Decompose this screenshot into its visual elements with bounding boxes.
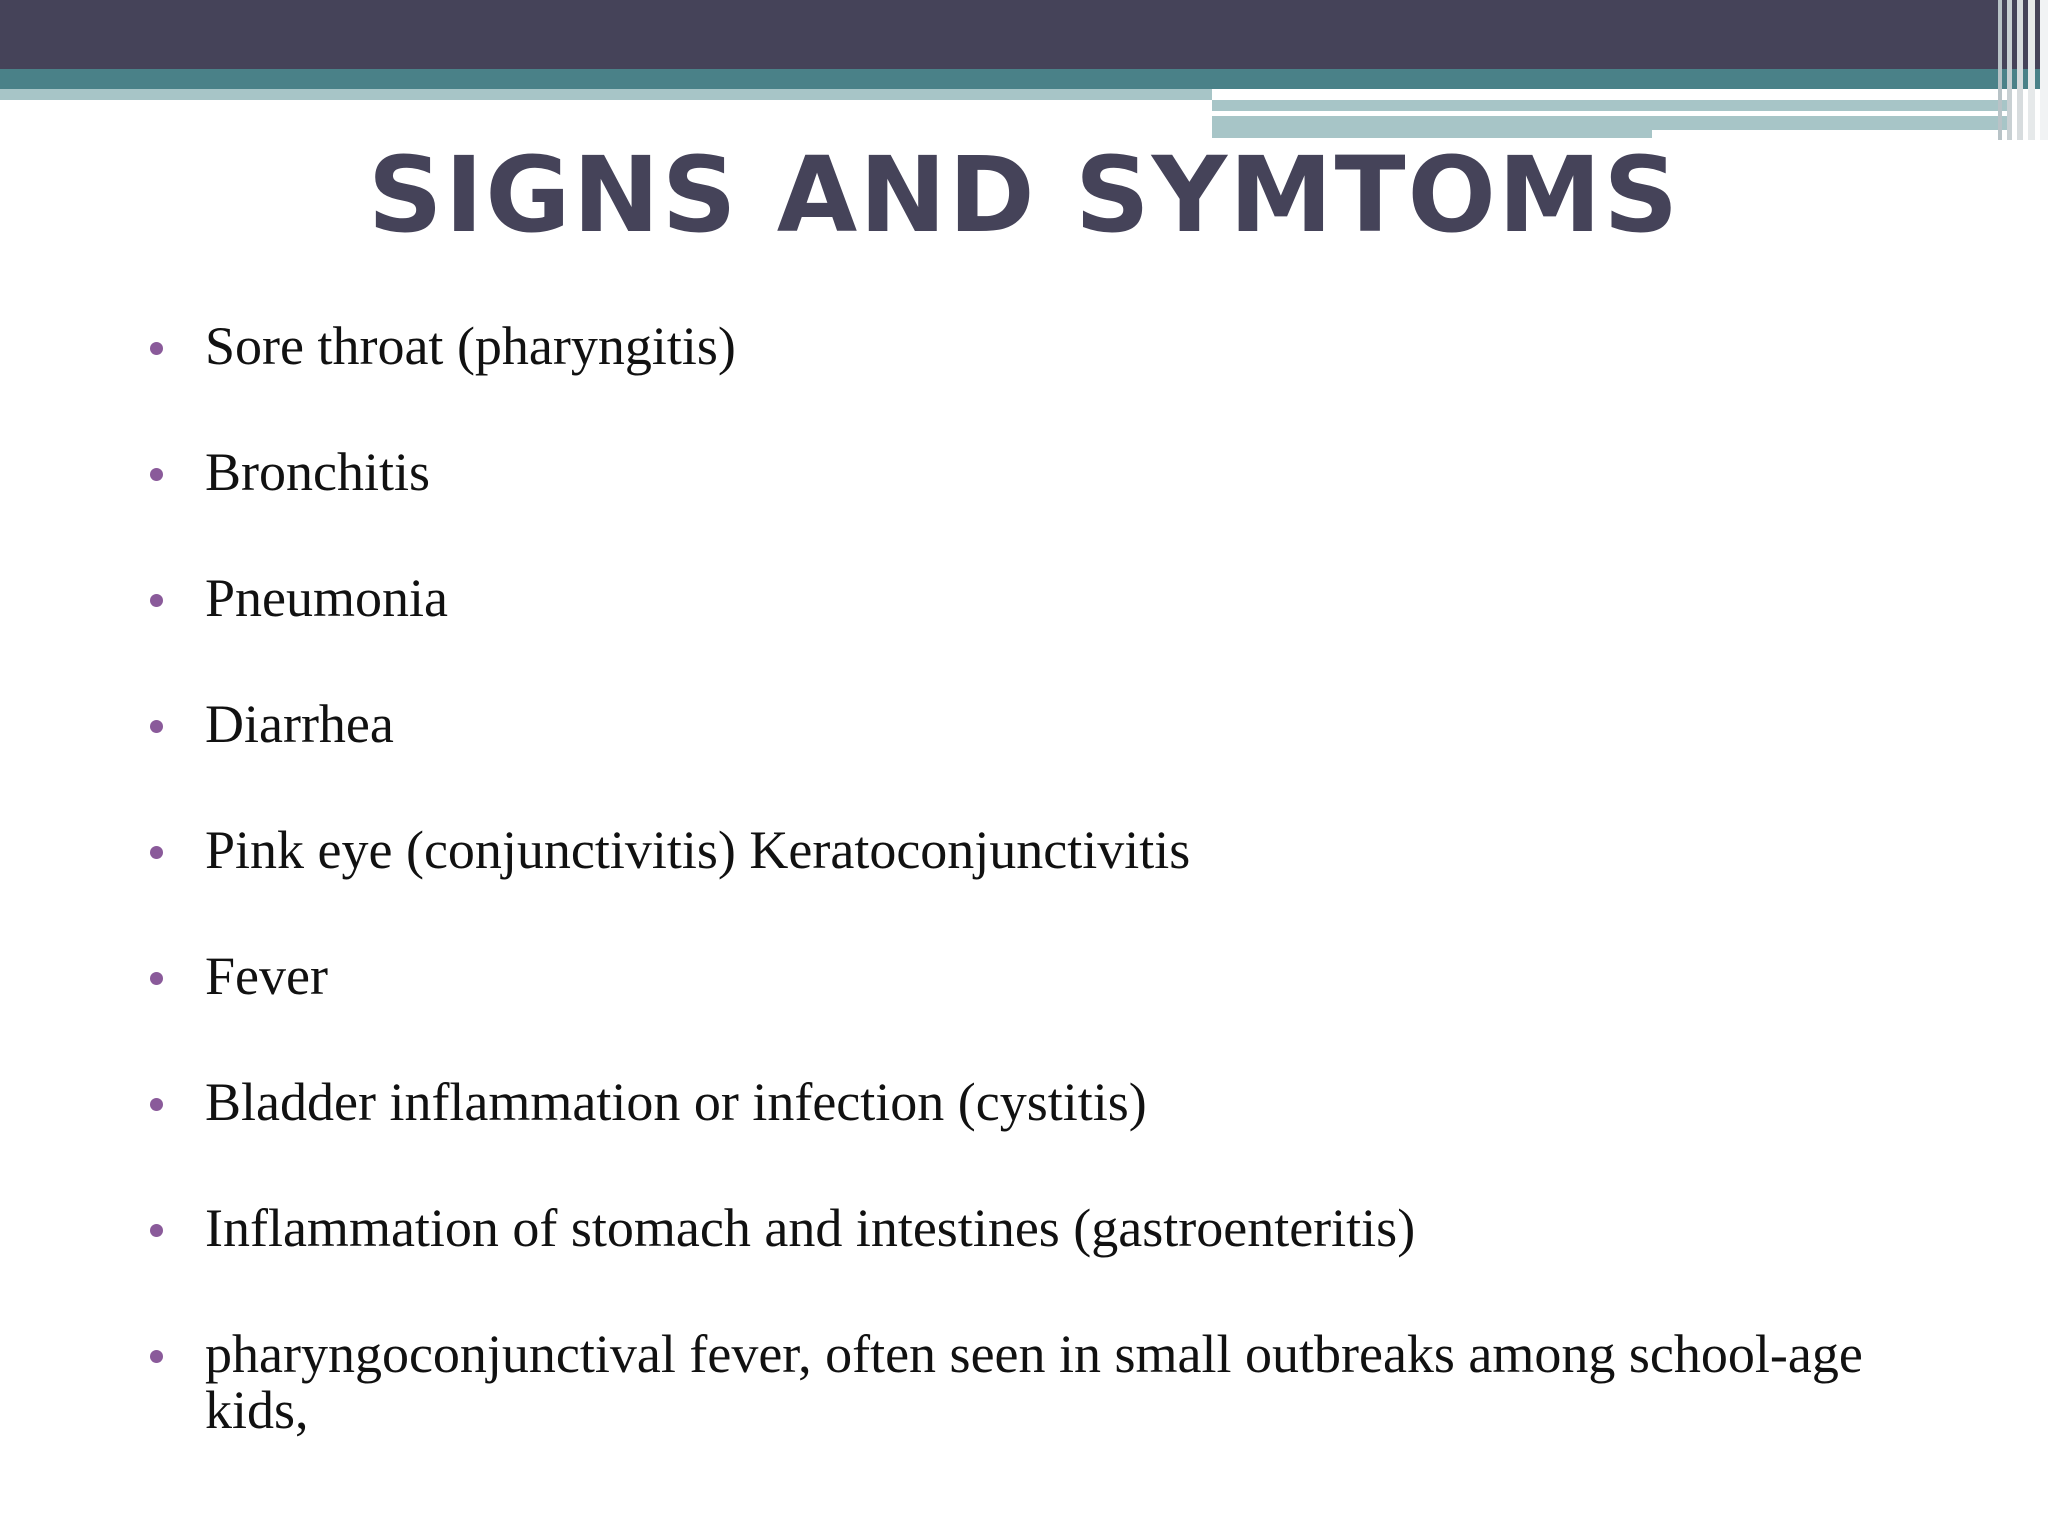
corner-stripes <box>1988 0 2048 140</box>
bullet-item <box>0 318 2048 374</box>
corner-stripe <box>2017 0 2023 140</box>
bullet-item <box>0 1074 2048 1130</box>
corner-stripe <box>1998 0 2002 140</box>
slide-title: SIGNS AND SYMTOMS <box>367 134 1681 256</box>
bullet-item <box>0 1326 2048 1438</box>
corner-stripe <box>2040 0 2048 140</box>
bullet-text: Inflammation of stomach and intestines (gastroenteritis) <box>205 1198 1416 1258</box>
bullet-list <box>0 318 2048 1508</box>
header-bar-light-right <box>1212 100 2012 111</box>
bullet-dot-icon <box>150 720 163 733</box>
bullet-item <box>0 570 2048 626</box>
bullet-dot-icon <box>150 594 163 607</box>
bullet-item <box>0 1200 2048 1256</box>
bullet-dot-icon <box>150 846 163 859</box>
corner-stripe <box>2007 0 2012 140</box>
header-bar-dark <box>0 0 2048 69</box>
bullet-item <box>0 696 2048 752</box>
bullet-text: Fever <box>205 946 328 1006</box>
bullet-dot-icon <box>150 1098 163 1111</box>
bullet-text: Bladder inflammation or infection (cystitis) <box>205 1072 1147 1132</box>
bullet-dot-icon <box>150 342 163 355</box>
bullet-dot-icon <box>150 972 163 985</box>
bullet-dot-icon <box>150 1350 163 1363</box>
bullet-item <box>0 948 2048 1004</box>
bullet-item <box>0 444 2048 500</box>
bullet-text: Pneumonia <box>205 568 448 628</box>
header-bar-light-right-lower <box>1212 116 2012 130</box>
bullet-dot-icon <box>150 1224 163 1237</box>
bullet-text: Sore throat (pharyngitis) <box>205 316 736 376</box>
bullet-text: Pink eye (conjunctivitis) Keratoconjunctivitis <box>205 820 1191 880</box>
bullet-dot-icon <box>150 468 163 481</box>
bullet-text: Diarrhea <box>205 694 394 754</box>
corner-stripe <box>2028 0 2035 140</box>
bullet-text: pharyngoconjunctival fever, often seen in small outbreaks among school-age kids, <box>205 1324 1863 1440</box>
header-bar-teal <box>0 69 2048 89</box>
bullet-item <box>0 822 2048 878</box>
bullet-text: Bronchitis <box>205 442 430 502</box>
header-bar-light-left <box>0 89 1212 100</box>
